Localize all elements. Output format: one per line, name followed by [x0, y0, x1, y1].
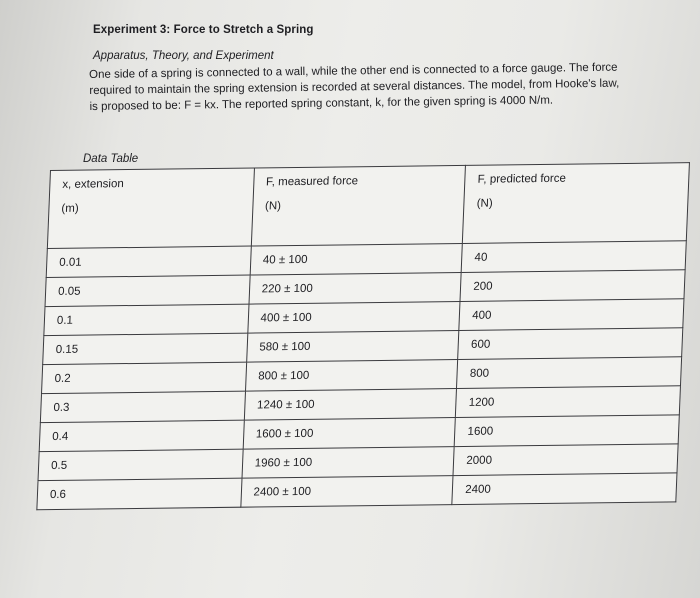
cell-extension: 0.15 [43, 333, 248, 365]
paragraph-line: required to maintain the spring extension is recorded at several distances. The model, from Hooke's law, [89, 77, 620, 97]
table-caption: Data Table [83, 153, 139, 165]
cell-predicted-force: 400 [459, 299, 684, 331]
cell-measured-force: 400 ± 100 [247, 301, 460, 333]
cell-predicted-force: 800 [457, 357, 682, 389]
cell-measured-force: 1960 ± 100 [242, 447, 455, 479]
table-header-row [47, 163, 689, 249]
cell-extension: 0.3 [40, 391, 245, 423]
cell-measured-force: 1600 ± 100 [243, 418, 456, 450]
cell-predicted-force: 600 [458, 328, 683, 360]
cell-extension: 0.05 [45, 275, 250, 307]
data-table-container [36, 162, 690, 512]
cell-extension: 0.01 [46, 246, 251, 278]
header-label: F, predicted force [477, 172, 567, 186]
cell-extension: 0.2 [42, 362, 247, 394]
cell-measured-force: 220 ± 100 [249, 272, 462, 304]
header-cell-predicted-force [463, 163, 690, 244]
cell-predicted-force: 1200 [456, 386, 681, 418]
cell-measured-force: 800 ± 100 [245, 360, 458, 392]
cell-extension: 0.1 [44, 304, 249, 336]
section-subtitle: Apparatus, Theory, and Experiment [93, 50, 274, 62]
cell-predicted-force: 2400 [452, 473, 677, 505]
header-label: F, measured force [265, 175, 359, 189]
header-cell-measured-force [251, 165, 466, 246]
cell-extension: 0.5 [38, 449, 243, 481]
header-unit: (N) [476, 197, 493, 210]
paragraph-line: One side of a spring is connected to a wall, while the other end is connected to a force gauge. The force [89, 61, 618, 81]
cell-predicted-force: 2000 [453, 444, 678, 476]
cell-predicted-force: 200 [460, 270, 685, 302]
cell-extension: 0.4 [39, 420, 244, 452]
cell-measured-force: 2400 ± 100 [240, 476, 453, 508]
cell-measured-force: 40 ± 100 [250, 243, 463, 275]
cell-predicted-force: 1600 [454, 415, 679, 447]
cell-measured-force: 580 ± 100 [246, 331, 459, 363]
header-label: x, extension [62, 178, 125, 191]
cell-extension: 0.6 [37, 478, 242, 510]
header-unit: (N) [264, 200, 282, 213]
cell-measured-force: 1240 ± 100 [244, 389, 457, 421]
header-unit: (m) [61, 202, 79, 215]
description-paragraph [89, 59, 690, 115]
header-cell-extension [47, 168, 254, 249]
cell-predicted-force: 40 [461, 241, 686, 273]
data-table [36, 162, 690, 510]
experiment-title: Experiment 3: Force to Stretch a Spring [93, 24, 314, 36]
paragraph-line: is proposed to be: F = kx. The reported spring constant, k, for the given spring is 4000 N/m. [89, 94, 554, 113]
